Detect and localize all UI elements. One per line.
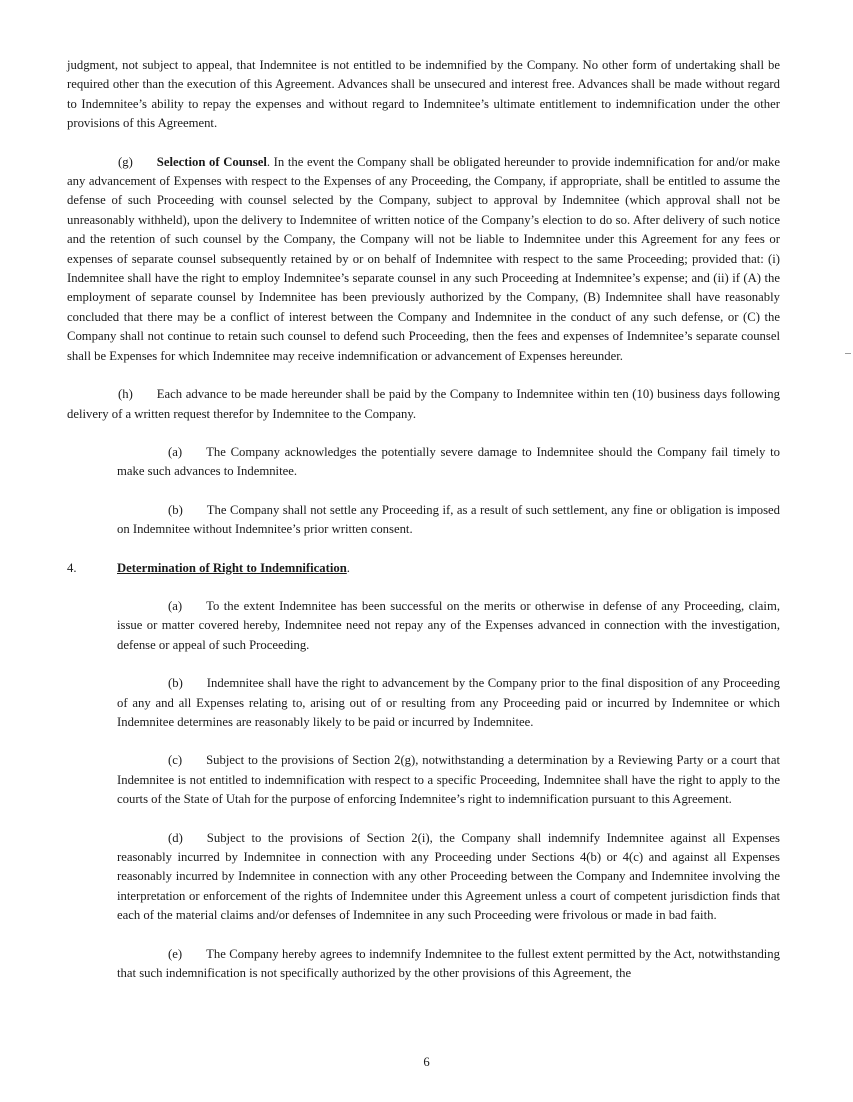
section-4-title: Determination of Right to Indemnification: [117, 560, 347, 575]
paragraph-h-text: Each advance to be made hereunder shall be paid by the Company to Indemnitee within ten (10) business days following delivery of a written request therefor by Indemnitee to the Company.: [67, 387, 780, 421]
section-4-d-text: Subject to the provisions of Section 2(i), the Company shall indemnify Indemnitee against all Expenses reasonably incurred by Indemnitee in connection with any Proceeding under Sections 4(b) or 4(c) and against all Expenses reasonably incurred by Indemnitee in connection with any other Proceeding between the Company and Indemnitee involving the interpretation or enforcement of the rights of Indemnitee under this Agreement unless a court of competent jurisdiction finds that each of the material claims and/or defenses of Indemnitee in any such Proceeding were frivolous or made in bad faith.: [117, 830, 780, 923]
paragraph-h-b-text: The Company shall not settle any Proceeding if, as a result of such settlement, any fine or obligation is imposed on Indemnitee without Indemnitee’s prior written consent.: [117, 502, 780, 537]
paragraph-h-a-label: (a): [168, 444, 183, 459]
section-4-a: [67, 597, 780, 655]
margin-scan-mark: [845, 353, 851, 354]
section-4-e: [67, 945, 780, 984]
paragraph-h-b: [67, 501, 780, 540]
section-4-b-text: Indemnitee shall have the right to advancement by the Company prior to the final disposition of any Proceeding of any and all Expenses relating to, arising out of or resulting from any Proceeding paid or incurred by Indemnitee or which Indemnitee determines are reasonably likely to be paid or incurred by Indemnitee.: [117, 676, 780, 729]
paragraph-g-title: Selection of Counsel: [156, 154, 267, 169]
paragraph-h-b-label: (b): [168, 502, 183, 517]
page-number: 6: [423, 1055, 430, 1069]
section-4-e-text: The Company hereby agrees to indemnify Indemnitee to the fullest extent permitted by the Act, notwithstanding that such indemnification is not specifically authorized by the other provisions of this Agreement, the: [117, 946, 780, 981]
section-4-title-period: .: [346, 560, 350, 575]
section-4-b: [67, 674, 780, 732]
section-4-a-text: To the extent Indemnitee has been successful on the merits or otherwise in defense of any Proceeding, claim, issue or matter covered hereby, Indemnitee need not repay any of the Expenses advanced in connection with the investigation, defense or appeal of such Proceeding.: [117, 598, 780, 652]
section-4-d-label: (d): [168, 830, 183, 845]
section-4-heading: [67, 559, 780, 578]
paragraph-g-selection-of-counsel: [67, 153, 780, 366]
paragraph-h: [67, 385, 780, 424]
section-4-number: 4.: [67, 560, 77, 575]
paragraph-f-continuation: judgment, not subject to appeal, that Indemnitee is not entitled to be indemnified by the Company. No other form of undertaking shall be required other than the execution of this Agreement. Advances shall be unsecured and interest free. Advances shall be made without regard to Indemnitee’s ability to repay the expenses and without regard to Indemnitee’s ultimate entitlement to indemnification under the other provisions of this Agreement.: [67, 58, 780, 131]
paragraph-h-a: [67, 443, 780, 482]
section-4-a-label: (a): [168, 598, 183, 613]
section-4-e-label: (e): [168, 946, 183, 961]
paragraph-h-a-text: The Company acknowledges the potentially severe damage to Indemnitee should the Company fail timely to make such advances to Indemnitee.: [117, 444, 780, 479]
paragraph-g-text: . In the event the Company shall be obligated hereunder to provide indemnification for and/or make any advancement of Expenses with respect to the Expenses of any Proceeding, the Company, if appropriate, shall be entitled to assume the defense of such Proceeding with counsel selected by the Company, subject to approval by Indemnitee (which approval shall not be unreasonably withheld), upon the delivery to Indemnitee of written notice of the Company’s election to do so. After delivery of such notice and the retention of such counsel by the Company, the Company will not be liable to Indemnitee under this Agreement for any fees or expenses of separate counsel subsequently retained by or on behalf of Indemnitee with respect to the same Proceeding; provided that: (i) Indemnitee shall have the right to employ Indemnitee’s separate counsel in any such Proceeding at Indemnitee’s expense; and (ii) if (A) the employment of separate counsel by Indemnitee has been previously authorized by the Company, (B) Indemnitee shall have reasonably concluded that there may be a conflict of interest between the Company and Indemnitee in the conduct of any such defense, or (C) the Company shall not continue to retain such counsel to defend such Proceeding, then the fees and expenses of Indemnitee’s separate counsel shall be Expenses for which Indemnitee may receive indemnification or advancement of Expenses hereunder.: [67, 154, 780, 363]
section-4-c-label: (c): [168, 753, 183, 768]
paragraph-h-label: (h): [118, 387, 133, 402]
section-4-b-label: (b): [168, 676, 183, 691]
section-4-c-text: Subject to the provisions of Section 2(g), notwithstanding a determination by a Reviewing Party or a court that Indemnitee is not entitled to indemnification with respect to a specific Proceeding, Indemnitee shall have the right to apply to the courts of the State of Utah for the purpose of enforcing Indemnitee’s right to indemnification pursuant to this Agreement.: [117, 753, 780, 807]
section-4-d: [67, 829, 780, 926]
paragraph-g-label: (g): [118, 154, 133, 169]
section-4-c: [67, 751, 780, 809]
